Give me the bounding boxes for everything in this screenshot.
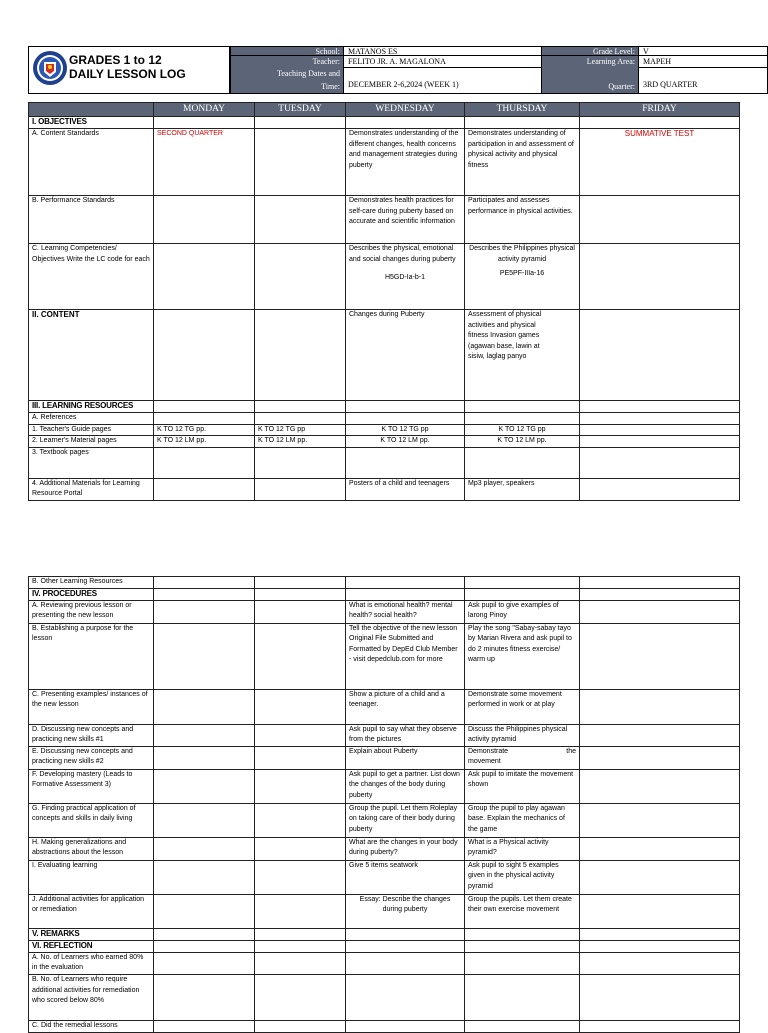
procedure-e-thursday: Demonstrate the movement: [465, 746, 580, 769]
lesson-table-part-1: [28, 102, 740, 501]
cell: [255, 310, 346, 401]
area-label: Learning Area:: [541, 56, 639, 68]
cell: [580, 401, 740, 413]
procedure-g-row: [29, 803, 740, 837]
cell: [580, 860, 740, 894]
cell: [580, 577, 740, 589]
cell: [580, 623, 740, 689]
resources-section-row: [29, 401, 740, 413]
reflection-a-label: A. No. of Learners who earned 80% in the evaluation: [29, 952, 154, 974]
additional-materials-thursday: Mp3 player, speakers: [465, 478, 580, 500]
content-standards-thursday: Demonstrates understanding of participation in and assessment of physical activity and physical fitness: [465, 129, 580, 196]
cell: [154, 803, 255, 837]
cell: [346, 413, 465, 425]
cell: [346, 974, 465, 1020]
procedure-a-wednesday: What is emotional health? mental health? social health?: [346, 600, 465, 623]
teacher-label: Teacher:: [230, 56, 344, 68]
cell: [154, 623, 255, 689]
procedure-c-label: C. Presenting examples/ instances of the new lesson: [29, 689, 154, 724]
additional-materials-wednesday: Posters of a child and teenagers: [346, 478, 465, 500]
procedure-a-label: A. Reviewing previous lesson or presenting the new lesson: [29, 600, 154, 623]
cell: [154, 196, 255, 244]
school-value: MATANOS ES: [344, 46, 541, 56]
cell: [580, 436, 740, 448]
cell: [346, 928, 465, 940]
cell: [580, 588, 740, 600]
quarter-label-blank: [541, 68, 639, 80]
procedure-a-thursday: Ask pupil to give examples of larong Pinoy: [465, 600, 580, 623]
cell: [346, 940, 465, 952]
procedure-i-label: I. Evaluating learning: [29, 860, 154, 894]
dates-label-2: Time:: [230, 80, 344, 94]
tg-tuesday: K TO 12 TG pp: [255, 424, 346, 436]
remarks-row: [29, 928, 740, 940]
school-label: School:: [230, 46, 344, 56]
cell: [346, 117, 465, 129]
content-standards-tuesday: [255, 129, 346, 196]
deped-seal-icon: [32, 50, 68, 86]
procedure-b-label: B. Establishing a purpose for the lesson: [29, 623, 154, 689]
cell: [580, 424, 740, 436]
cell: [580, 746, 740, 769]
cell: [154, 894, 255, 928]
cell: [255, 196, 346, 244]
cell: [346, 577, 465, 589]
content-standards-row: [29, 129, 740, 196]
content-row: [29, 310, 740, 401]
cell: [154, 974, 255, 1020]
content-label: [29, 310, 154, 401]
lm-pages-row: [29, 436, 740, 448]
cell: [255, 413, 346, 425]
cell: [255, 769, 346, 803]
performance-standards-label: B. Performance Standards: [29, 196, 154, 244]
procedure-c-row: [29, 689, 740, 724]
content-thursday: Assessment of physical activities and physical fitness Invasion games (agawan base, lawin at sisiw, laglag panyo: [465, 310, 580, 401]
quarter-label: Quarter:: [541, 80, 639, 94]
cell: [255, 447, 346, 478]
cell: [580, 952, 740, 974]
cell: [255, 478, 346, 500]
textbook-row: [29, 447, 740, 478]
cell: [154, 310, 255, 401]
cell: [255, 1020, 346, 1032]
cell: [255, 940, 346, 952]
objectives-section-label: I. OBJECTIVES: [29, 117, 154, 129]
day-header-friday: FRIDAY: [580, 103, 740, 117]
tg-pages-row: [29, 424, 740, 436]
cell: [255, 928, 346, 940]
cell: [580, 689, 740, 724]
lm-tuesday: K TO 12 LM pp.: [255, 436, 346, 448]
cell: [580, 928, 740, 940]
area-value: MAPEH: [639, 56, 768, 68]
additional-materials-label: 4. Additional Materials for Learning Resource Portal: [29, 478, 154, 500]
competencies-wednesday: [346, 244, 465, 310]
title-line-2: DAILY LESSON LOG: [69, 67, 186, 81]
procedure-b-wednesday: Tell the objective of the new lesson Original File Submitted and Formatted by DepEd Club Member - visit depedclub.com for more: [346, 623, 465, 689]
header-block: [28, 46, 768, 94]
reflection-b-row: [29, 974, 740, 1020]
procedures-section-row: [29, 588, 740, 600]
procedure-f-thursday: Ask pupil to imitate the movement shown: [465, 769, 580, 803]
competencies-row: [29, 244, 740, 310]
cell: [154, 588, 255, 600]
cell: [255, 244, 346, 310]
cell: [154, 413, 255, 425]
cell: [154, 689, 255, 724]
procedure-d-wednesday: Ask pupil to say what they observe from the pictures: [346, 724, 465, 746]
cell: [154, 577, 255, 589]
grade-label: Grade Level:: [541, 46, 639, 56]
day-header-monday: MONDAY: [154, 103, 255, 117]
procedure-j-label: J. Additional activities for application or remediation: [29, 894, 154, 928]
cell: [580, 244, 740, 310]
cell: [346, 447, 465, 478]
cell: [580, 600, 740, 623]
objectives-section-row: [29, 117, 740, 129]
procedure-c-thursday: Demonstrate some movement performed in work or at play: [465, 689, 580, 724]
lm-thursday: K TO 12 LM pp.: [465, 436, 580, 448]
cell: [154, 244, 255, 310]
reflection-c-row: [29, 1020, 740, 1032]
procedure-b-thursday: Play the song "Sabay-sabay tayo by Marian Rivera and ask pupil to do 2 minutes fitness exercise/ warm up: [465, 623, 580, 689]
remarks-label: V. REMARKS: [29, 928, 154, 940]
procedures-section-label: IV. PROCEDURES: [29, 588, 154, 600]
cell: [580, 940, 740, 952]
procedure-h-wednesday: What are the changes in your body during puberty?: [346, 837, 465, 860]
cell: [580, 1020, 740, 1032]
content-standards-wednesday: Demonstrates understanding of the different changes, health concerns and management strategies during puberty: [346, 129, 465, 196]
procedure-d-thursday: Discuss the Philippines physical activity pyramid: [465, 724, 580, 746]
lm-pages-label: 2. Learner's Material pages: [29, 436, 154, 448]
procedure-b-row: [29, 623, 740, 689]
content-standards-friday: SUMMATIVE TEST: [580, 129, 740, 196]
competencies-label: C. Learning Competencies/ Objectives Write the LC code for each: [29, 244, 154, 310]
competencies-thursday-text: Describes the Philippines physical activity pyramid: [469, 245, 575, 263]
resources-section-label: III. LEARNING RESOURCES: [29, 401, 154, 413]
reflection-c-label: C. Did the remedial lessons: [29, 1020, 154, 1032]
performance-standards-wednesday: Demonstrates health practices for self-care during puberty based on accurate and scientific information: [346, 196, 465, 244]
cell: [154, 860, 255, 894]
cell: [346, 588, 465, 600]
procedure-g-label: G. Finding practical application of concepts and skills in daily living: [29, 803, 154, 837]
cell: [154, 478, 255, 500]
content-standards-monday: SECOND QUARTER: [154, 129, 255, 196]
cell: [465, 974, 580, 1020]
procedure-e-row: [29, 746, 740, 769]
procedure-h-label: H. Making generalizations and abstractions about the lesson: [29, 837, 154, 860]
cell: [154, 401, 255, 413]
cell: [154, 1020, 255, 1032]
cell: [154, 837, 255, 860]
cell: [255, 746, 346, 769]
lm-wednesday: K TO 12 LM pp.: [346, 436, 465, 448]
cell: [465, 1020, 580, 1032]
procedure-i-row: [29, 860, 740, 894]
procedure-i-thursday: Ask pupil to sight 5 examples given in the physical activity pyramid: [465, 860, 580, 894]
reflection-section-row: [29, 940, 740, 952]
cell: [255, 689, 346, 724]
procedure-i-wednesday: Give 5 items seatwork: [346, 860, 465, 894]
tg-thursday: K TO 12 TG pp: [465, 424, 580, 436]
cell: [580, 974, 740, 1020]
procedure-f-wednesday: Ask pupil to get a partner. List down the changes of the body during puberty: [346, 769, 465, 803]
cell: [465, 940, 580, 952]
cell: [465, 117, 580, 129]
cell: [465, 447, 580, 478]
references-row: [29, 413, 740, 425]
cell: [580, 413, 740, 425]
cell: [255, 952, 346, 974]
cell: [580, 196, 740, 244]
grade-value: V: [639, 46, 768, 56]
cell: [580, 837, 740, 860]
cell: [346, 952, 465, 974]
teacher-value: FELITO JR. A. MAGALONA: [344, 56, 541, 68]
cell: [580, 769, 740, 803]
days-header-row: [29, 103, 740, 117]
procedure-e-label: E. Discussing new concepts and practicing new skills #2: [29, 746, 154, 769]
cell: [154, 746, 255, 769]
references-label: A. References: [29, 413, 154, 425]
procedure-g-wednesday: Group the pupil. Let them Roleplay on taking care of their body during puberty: [346, 803, 465, 837]
reflection-b-label: B. No. of Learners who require additional activities for remediation who scored below 80%: [29, 974, 154, 1020]
performance-standards-thursday: Participates and assesses performance in physical activities.: [465, 196, 580, 244]
additional-materials-row: [29, 478, 740, 500]
cell: [154, 928, 255, 940]
tg-wednesday: K TO 12 TG pp: [346, 424, 465, 436]
cell: [255, 117, 346, 129]
cell: [154, 724, 255, 746]
cell: [465, 401, 580, 413]
other-resources-label: B. Other Learning Resources: [29, 577, 154, 589]
cell: [255, 860, 346, 894]
competencies-thursday: [465, 244, 580, 310]
textbook-label: 3. Textbook pages: [29, 447, 154, 478]
procedure-a-row: [29, 600, 740, 623]
procedure-h-row: [29, 837, 740, 860]
cell: [255, 974, 346, 1020]
days-header-blank: [29, 103, 154, 117]
title-box: [28, 46, 230, 94]
performance-standards-row: [29, 196, 740, 244]
dates-label-1: Teaching Dates and: [230, 68, 344, 80]
cell: [580, 478, 740, 500]
cell: [255, 600, 346, 623]
cell: [255, 724, 346, 746]
cell: [465, 588, 580, 600]
cell: [465, 413, 580, 425]
day-header-tuesday: TUESDAY: [255, 103, 346, 117]
quarter-value: 3RD QUARTER: [639, 68, 768, 94]
procedure-f-row: [29, 769, 740, 803]
tg-monday: K TO 12 TG pp.: [154, 424, 255, 436]
reflection-a-row: [29, 952, 740, 974]
reflection-section-label: VI. REFLECTION: [29, 940, 154, 952]
cell: [580, 724, 740, 746]
competencies-thursday-code: PE5PF-IIIa-16: [499, 270, 545, 278]
cell: [154, 600, 255, 623]
content-label-text: II. CONTENT: [32, 310, 80, 319]
cell: [255, 837, 346, 860]
procedure-d-label: D. Discussing new concepts and practicing new skills #1: [29, 724, 154, 746]
cell: [580, 803, 740, 837]
cell: [465, 952, 580, 974]
content-wednesday: Changes during Puberty: [346, 310, 465, 401]
procedure-c-wednesday: Show a picture of a child and a teenager.: [346, 689, 465, 724]
cell: [255, 577, 346, 589]
procedure-e-wednesday: Explain about Puberty: [346, 746, 465, 769]
cell: [154, 940, 255, 952]
content-standards-label: A. Content Standards: [29, 129, 154, 196]
cell: [255, 894, 346, 928]
procedure-j-thursday: Group the pupils. Let them create their own exercise movement: [465, 894, 580, 928]
competencies-wednesday-code: H5GD-Ia-b-1: [384, 274, 426, 282]
procedure-d-row: [29, 724, 740, 746]
cell: [255, 401, 346, 413]
competencies-wednesday-text: Describes the physical, emotional and social changes during puberty: [349, 245, 456, 263]
cell: [346, 401, 465, 413]
procedure-f-label: F. Developing mastery (Leads to Formative Assessment 3): [29, 769, 154, 803]
cell: [154, 769, 255, 803]
cell: [580, 310, 740, 401]
cell: [580, 117, 740, 129]
cell: [465, 577, 580, 589]
cell: [154, 952, 255, 974]
cell: [346, 1020, 465, 1032]
procedure-h-thursday: What is a Physical activity pyramid?: [465, 837, 580, 860]
procedure-j-row: [29, 894, 740, 928]
procedure-g-thursday: Group the pupil to play agawan base. Explain the mechanics of the game: [465, 803, 580, 837]
day-header-wednesday: WEDNESDAY: [346, 103, 465, 117]
cell: [580, 447, 740, 478]
lm-monday: K TO 12 LM pp.: [154, 436, 255, 448]
day-header-thursday: THURSDAY: [465, 103, 580, 117]
cell: [255, 588, 346, 600]
title-line-1: GRADES 1 to 12: [69, 53, 162, 67]
cell: [154, 447, 255, 478]
procedure-j-wednesday: Essay: Describe the changes during puberty: [346, 894, 465, 928]
dates-value: DECEMBER 2-6,2024 (WEEK 1): [344, 68, 541, 94]
cell: [465, 928, 580, 940]
cell: [255, 623, 346, 689]
cell: [580, 894, 740, 928]
lesson-table-part-2: [28, 576, 740, 1033]
cell: [154, 117, 255, 129]
cell: [255, 803, 346, 837]
tg-pages-label: 1. Teacher's Guide pages: [29, 424, 154, 436]
other-resources-row: [29, 577, 740, 589]
